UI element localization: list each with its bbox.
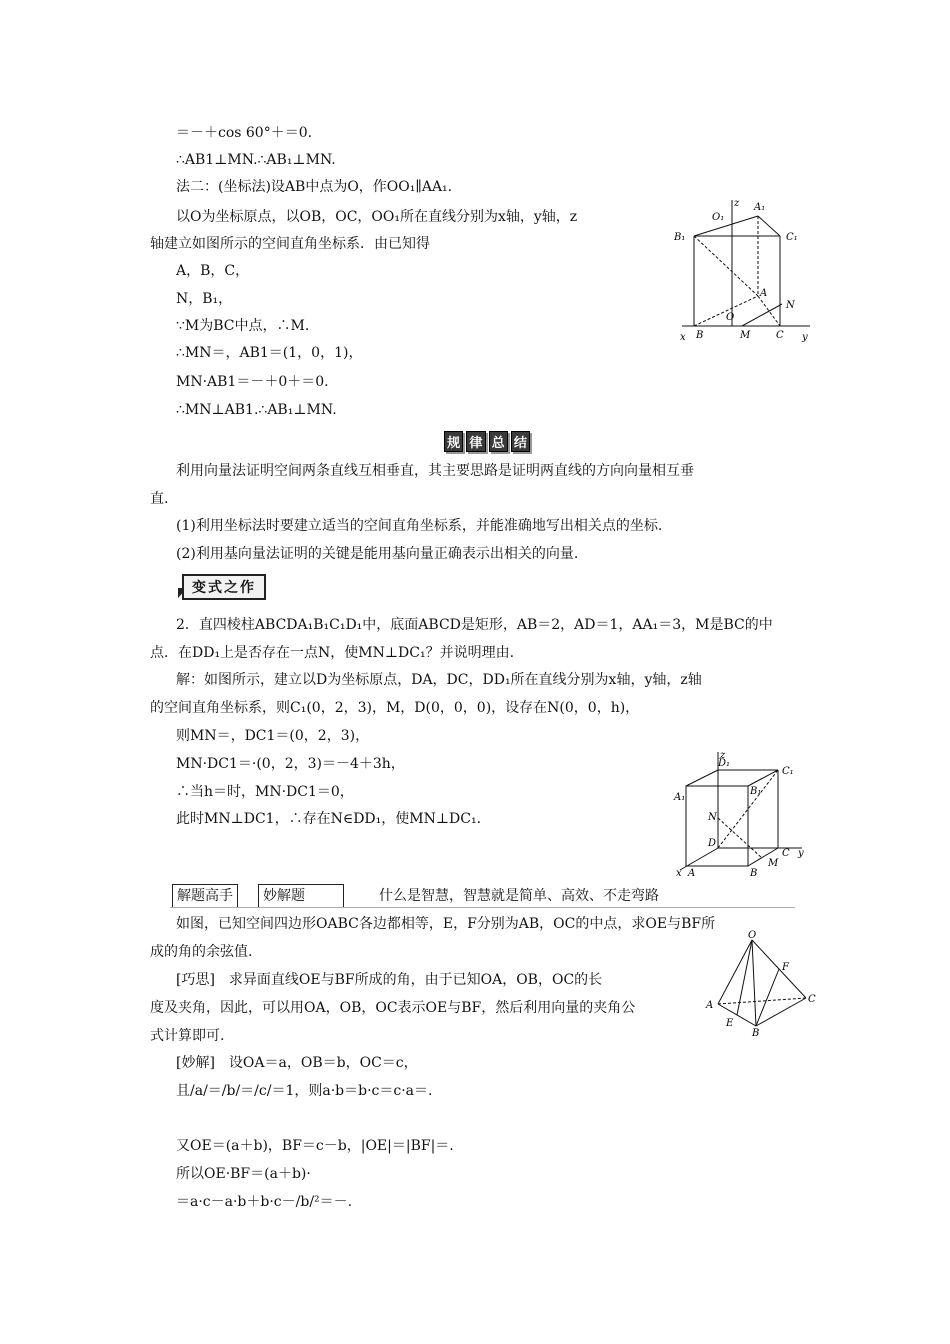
text-line: 此时MN⊥DC1，∴存在N∈DD₁，使MN⊥DC₁. xyxy=(176,811,482,827)
section-divider xyxy=(170,907,795,908)
fig3-label: O xyxy=(748,930,757,941)
fig1-label: B₁ xyxy=(674,232,686,243)
text-line: ∴MN＝，AB1＝(1，0，1)， xyxy=(176,345,363,361)
text-line: 度及夹角，因此，可以用OA，OB，OC表示OE与BF，然后利用向量的夹角公 xyxy=(150,1000,636,1016)
fig1-label: B xyxy=(696,330,704,341)
text-line: 则MN＝，DC1＝(0，2，3)， xyxy=(176,728,370,744)
fig3-label: F xyxy=(782,962,789,973)
text-line: 又OE＝(a＋b)，BF＝c－b，|OE|＝|BF|＝. xyxy=(176,1138,454,1154)
text-line: 法二：(坐标法)设AB中点为O，作OO₁∥AA₁. xyxy=(176,179,453,195)
text-line: 利用向量法证明空间两条直线互相垂直，其主要思路是证明两直线的方向向量相互垂 xyxy=(176,463,694,479)
tetrahedron-figure xyxy=(702,930,822,1038)
variation-exercise-badge xyxy=(178,574,264,602)
badge-char: 律 xyxy=(466,431,485,452)
rule-summary-badge xyxy=(444,431,530,451)
text-line: 所以OE·BF＝(a＋b)· xyxy=(176,1166,311,1182)
fig2-label: N xyxy=(708,812,717,823)
text-line: 点．在DD₁上是否存在一点N，使MN⊥DC₁？并说明理由. xyxy=(150,645,515,661)
fig2-label: C₁ xyxy=(782,766,794,777)
text-line: (2)利用基向量法证明的关键是能用基向量正确表示出相关的向量. xyxy=(176,546,579,562)
fig1-label: N xyxy=(786,300,795,311)
fig3-label: A xyxy=(706,1000,714,1011)
fig2-label: B xyxy=(750,868,758,879)
text-line: ＝－＋cos 60°＋＝0. xyxy=(176,125,313,141)
fig1-label: O₁ xyxy=(712,212,725,223)
fig2-label: A xyxy=(688,868,696,879)
clever-solution-tag: 妙解题 xyxy=(258,884,344,908)
text-line: [妙解] 设OA＝a，OB＝b，OC＝c， xyxy=(176,1055,418,1071)
text-line: 如图，已知空间四边形OABC各边都相等，E，F分别为AB，OC的中点，求OE与BF所 xyxy=(176,916,716,932)
text-line: [巧思] 求异面直线OE与BF所成的角，由于已知OA，OB，OC的长 xyxy=(176,972,603,988)
fig2-label: B₁ xyxy=(750,786,762,797)
fig2-label: A₁ xyxy=(674,792,686,803)
text-line: 解：如图所示，建立以D为坐标原点，DA，DC，DD₁所在直线分别为x轴，y轴，z轴 xyxy=(176,672,702,688)
prism-figure xyxy=(670,196,820,346)
text-line: 以O为坐标原点，以OB，OC，OO₁所在直线分别为x轴，y轴，z xyxy=(176,209,578,225)
motto-line: 什么是智慧，智慧就是简单、高效、不走弯路 xyxy=(379,888,659,904)
text-line: ∴MN⊥AB1.∴AB₁⊥MN. xyxy=(176,402,337,418)
text-line: 轴建立如图所示的空间直角坐标系．由已知得 xyxy=(150,236,430,252)
badge-char: 结 xyxy=(511,431,530,452)
fig1-label: C₁ xyxy=(786,232,798,243)
fig1-label: O xyxy=(726,312,735,323)
text-line: N，B₁， xyxy=(176,291,233,307)
fig3-label: C xyxy=(808,994,816,1005)
badge-char: 总 xyxy=(489,431,508,452)
fig1-label: y xyxy=(802,332,808,343)
fig2-label: D xyxy=(708,838,717,849)
solver-tag: 解题高手 xyxy=(172,884,238,908)
text-line: MN·DC1＝·(0，2，3)＝－4＋3h， xyxy=(176,756,405,772)
text-line: 式计算即可. xyxy=(150,1028,225,1044)
fig1-label: A xyxy=(760,288,768,299)
text-line: (1)利用坐标法时要建立适当的空间直角坐标系，并能准确地写出相关点的坐标. xyxy=(176,518,663,534)
fig1-label: z xyxy=(734,198,740,209)
fig2-label: M xyxy=(768,858,779,869)
fig3-label: E xyxy=(726,1018,734,1029)
text-line: ∴当h＝时，MN·DC1＝0， xyxy=(176,784,354,800)
text-line: 且/a/＝/b/＝/c/＝1，则a·b＝b·c＝c·a＝. xyxy=(176,1083,433,1099)
cuboid-figure xyxy=(672,748,812,880)
badge-label: 变式之作 xyxy=(182,574,266,600)
text-line: 的空间直角坐标系，则C₁(0，2，3)，M，D(0，0，0)，设存在N(0，0，h)， xyxy=(150,700,640,716)
text-line: 直. xyxy=(150,491,169,507)
text-line: ∵M为BC中点，∴M. xyxy=(176,318,310,334)
fig1-label: A₁ xyxy=(754,202,766,213)
fig1-label: C xyxy=(776,330,784,341)
text-line: 2．直四棱柱ABCDA₁B₁C₁D₁中，底面ABCD是矩形，AB＝2，AD＝1，AA₁＝3，M是BC的中 xyxy=(176,617,773,633)
fig2-label: C xyxy=(782,848,790,859)
text-line: ＝a·c－a·b＋b·c－/b/²＝－. xyxy=(176,1194,353,1210)
fig3-label: B xyxy=(752,1028,760,1038)
fig1-label: x xyxy=(680,332,686,343)
text-line: MN·AB1＝－＋0＋＝0. xyxy=(176,374,329,390)
badge-char: 规 xyxy=(444,431,463,452)
text-line: A，B，C， xyxy=(176,263,250,279)
fig2-label: y xyxy=(798,848,804,859)
fig2-label: D₁ xyxy=(718,758,731,769)
fig2-label: z xyxy=(720,750,726,761)
text-line: 成的角的余弦值. xyxy=(150,944,253,960)
fig2-label: x xyxy=(676,868,682,879)
text-line: ∴AB1⊥MN.∴AB₁⊥MN. xyxy=(176,152,336,168)
fig1-label: M xyxy=(740,330,751,341)
